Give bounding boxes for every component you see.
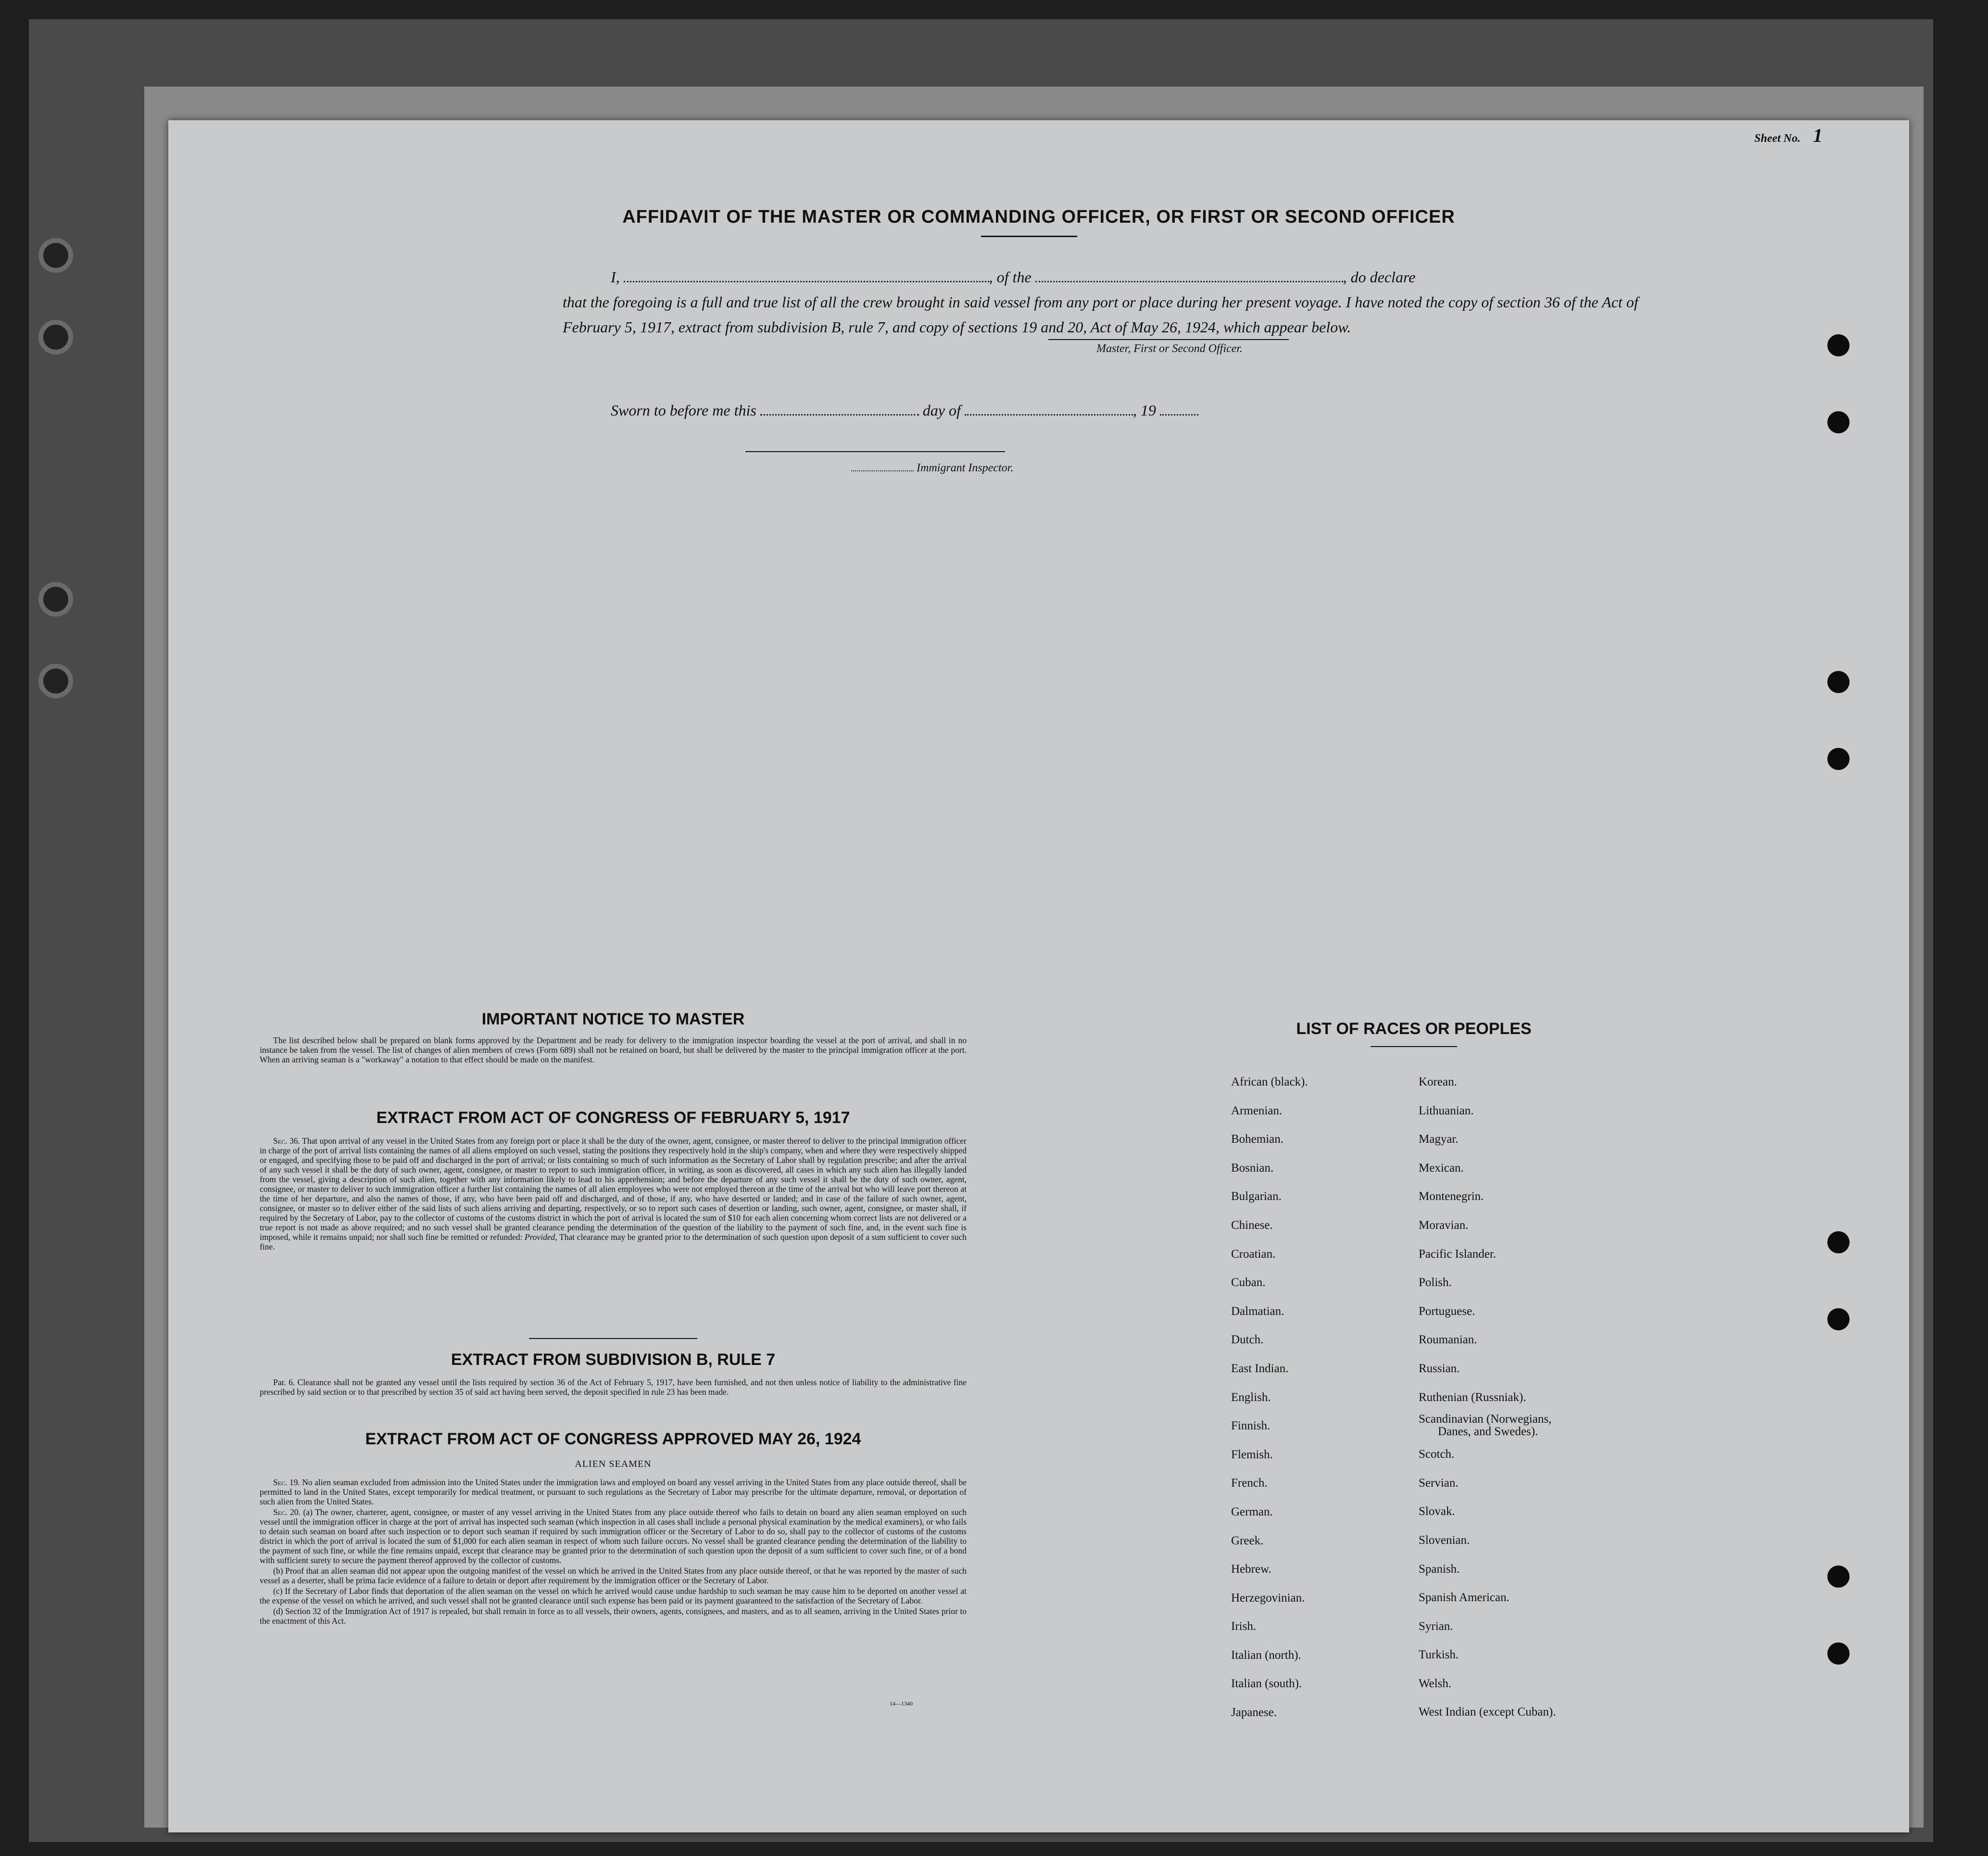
section-36 (260, 1136, 967, 1251)
race-item-line: Scandinavian (Norwegians, (1419, 1413, 1552, 1426)
races-divider (1371, 1046, 1457, 1047)
race-item-scandinavian (1419, 1412, 1556, 1440)
race-item: Irish. (1231, 1620, 1257, 1633)
master-name-field[interactable] (624, 269, 989, 282)
extract-1917-title: EXTRACT FROM ACT OF CONGRESS OF FEBRUARY 5, 1917 (376, 1109, 850, 1127)
race-item: Herzegovinian. (1231, 1591, 1305, 1604)
race-item: Pacific Islander. (1419, 1247, 1497, 1261)
race-item: Turkish. (1419, 1648, 1459, 1662)
race-item: Chinese. (1231, 1218, 1273, 1232)
race-item: Mexican. (1419, 1161, 1464, 1174)
race-item: Armenian. (1231, 1104, 1283, 1117)
affidavit-do-declare: , do declare (1343, 268, 1416, 286)
sheet-number: 1 (1813, 125, 1823, 146)
section-36-text: That upon arrival of any vessel in the United States from any foreign port or place it shall be the duty of the owner, agent, consignee, or master thereof to deliver to the principal immigration officer in charge of the port of arrival lists containing the names of all aliens employed on such vessel, stating the positions they respectively hold in the ship's company, when and where they were respectively shipped or engaged, and specifying those to be paid off and discharged in the port of arrival; or lists containing so much of such information as the Secretary of Labor shall by regulation prescribe; and after the arrival of any such vessel it shall be the duty of such owner, agent, consignee, or master to report to such immigration officer, in writing, as soon as discovered, all cases in which any such alien has illegally landed from the vessel, giving a description of such alien, together with any information likely to lead to his apprehension; and before the departure of any such vessel it shall be the duty of such owner, agent, consignee, or master to deliver to such immigration officer a further list containing the names of all alien employees who were not employed thereon at the time of the arrival but who will leave port thereon at the time of her departure, and also the names of those, if any, who have been paid off and discharged, and of those, if any, who have deserted or landed; and in case of the failure of such owner, agent, consignee, or master so to deliver either of the said lists of such aliens arriving and departing, respectively, or so to report such cases of desertion or landing, such owner, agent, consignee, or master shall, if required by the Secretary of Labor, pay to the collector of customs of the customs district in which the port of arrival is located the sum of $10 for each alien concerning whom correct lists are not delivered or a true report is not made as above required; and no such vessel shall be granted clearance pending the determination of the question of the liability to the payment of such fine, and, in the event such fine is imposed, while it remains unpaid; nor shall such fine be remitted or refunded: (260, 1136, 967, 1242)
race-item: Scotch. (1419, 1448, 1455, 1461)
alien-seamen-subtitle: ALIEN SEAMEN (575, 1459, 652, 1469)
section-20-label: Sec. 20. (273, 1507, 301, 1517)
race-item: Bosnian. (1231, 1161, 1274, 1174)
binder-hole-icon (38, 238, 73, 273)
race-item: Moravian. (1419, 1218, 1469, 1232)
race-item: Greek. (1231, 1534, 1264, 1547)
sheet-number-label (1754, 124, 1823, 147)
section-20a (260, 1507, 967, 1565)
race-item: Cuban. (1231, 1276, 1266, 1289)
section-20b-text: (b) Proof that an alien seaman did not appear upon the outgoing manifest of the vessel on which he arrived in the United States from any place outside thereof, or that he was reported by the master of such vessel as a deserter, shall be prima facie evidence of a failure to detain or deport after requirement by the immigration officer or the Secretary of Labor. (260, 1566, 967, 1585)
binder-hole-icon (38, 582, 73, 617)
extract-1924-body (260, 1477, 967, 1627)
extract-1917-body (260, 1136, 967, 1252)
sheet-label: Sheet No. (1754, 132, 1800, 145)
race-item: West Indian (except Cuban). (1419, 1705, 1556, 1719)
section-19-label: Sec. 19. (273, 1477, 300, 1487)
binder-hole-icon (38, 664, 73, 698)
punch-hole-icon (1827, 411, 1850, 433)
inspector-label-text: Immigrant Inspector. (917, 462, 1014, 474)
affidavit-first-line (563, 265, 1683, 290)
section-20a-text: (a) The owner, charterer, agent, consignee, or master of any vessel arriving in the United States from any place outside thereof who fails to detain on board any alien seaman employed on such vessel until the immigration officer in charge at the port of arrival has inspected such seaman (which inspection in all cases shall include a personal physical examination by the medical examiners), or who fails to detain such seaman on board after such inspection or to deport such seaman if required by such immigration officer or the Secretary of Labor to do so, shall pay to the collector of customs of the customs district in which the port of arrival is located the sum of $1,000 for each alien seaman in respect of whom such failure occurs. No vessel shall be granted clearance pending the determination of the liability to the payment of such fine, or while the fine remains unpaid, except that clearance may be granted prior to the determination of such question upon the deposit of a sum sufficient to cover such fine, or of a bond with sufficient surety to secure the payment thereof approved by the collector of customs. (260, 1507, 967, 1565)
notice-title: IMPORTANT NOTICE TO MASTER (481, 1010, 745, 1028)
race-item: Bulgarian. (1231, 1190, 1282, 1203)
vessel-name-field[interactable] (1035, 269, 1343, 282)
race-item: Dalmatian. (1231, 1304, 1284, 1318)
punch-hole-icon (1827, 334, 1850, 356)
sworn-day-label: day of (922, 402, 961, 419)
binder-hole-icon (38, 320, 73, 354)
race-item: Bohemian. (1231, 1133, 1284, 1146)
race-item: Magyar. (1419, 1133, 1459, 1146)
race-item: Finnish. (1231, 1419, 1271, 1433)
section-19 (260, 1477, 967, 1506)
race-item: Polish. (1419, 1276, 1452, 1289)
affidavit-of-the: , of the (989, 268, 1032, 286)
notice-text: The list described below shall be prepared on blank forms approved by the Department and be ready for delivery to the immigration inspector boarding the vessel at the port of arrival, and shall in no instance be taken from the vessel. The list of changes of alien members of crews (Form 689) shall not be retained on board, but shall be delivered by the master to the principal immigration officer at the port. When an arriving seaman is a "workaway" a notation to that effect should be made on the manifest. (260, 1035, 967, 1064)
sworn-year-label: , 19 (1132, 402, 1156, 419)
race-item: Lithuanian. (1419, 1104, 1474, 1117)
race-item: Japanese. (1231, 1706, 1277, 1719)
race-item: Servian. (1419, 1476, 1459, 1490)
sworn-year-field[interactable] (1160, 403, 1198, 416)
race-item: Korean. (1419, 1075, 1457, 1088)
inspector-signature-line[interactable] (745, 451, 1005, 452)
race-item: Dutch. (1231, 1333, 1264, 1347)
provided-text: That clearance may be granted prior to the determination of such question upon deposit of a sum sufficient to cover such fine. (260, 1232, 967, 1251)
inspector-label (851, 462, 1013, 475)
sworn-day-field[interactable] (760, 403, 919, 416)
race-item: Roumanian. (1419, 1333, 1477, 1347)
sworn-prefix: Sworn to before me this (611, 402, 756, 419)
punch-hole-icon (1827, 671, 1850, 693)
master-signature-label: Master, First or Second Officer. (1096, 342, 1243, 355)
master-signature-line[interactable] (1048, 339, 1289, 340)
race-item: French. (1231, 1477, 1268, 1490)
affidavit-body (563, 265, 1683, 340)
race-item: Slovenian. (1419, 1533, 1470, 1547)
extract-1924-title: EXTRACT FROM ACT OF CONGRESS APPROVED MAY 26, 1924 (365, 1430, 861, 1448)
section-20c-text: (c) If the Secretary of Labor finds that deportation of the alien seaman on the vessel on which he arrived would cause undue hardship to such seaman he may cause him to be deported on another vessel at the expense of the vessel on which he arrived, and such vessel shall not be granted clearance until such expense has been paid or its payment guaranteed to the satisfaction of the Secretary of Labor. (260, 1586, 967, 1605)
race-item: German. (1231, 1505, 1273, 1518)
rule7-body (260, 1377, 967, 1398)
provided-label: Provided, (524, 1232, 557, 1242)
race-item: Italian (north). (1231, 1648, 1301, 1662)
rule7-title: EXTRACT FROM SUBDIVISION B, RULE 7 (451, 1351, 776, 1369)
race-item: Montenegrin. (1419, 1190, 1484, 1203)
race-item: East Indian. (1231, 1362, 1289, 1375)
divider (529, 1338, 697, 1339)
race-item: Italian (south). (1231, 1677, 1302, 1691)
rule7-text: Par. 6. Clearance shall not be granted any vessel until the lists required by section 36 of the Act of February 5, 1917, have been furnished, and not then unless notice of liability to the administrative fine prescribed by said section or to that prescribed by section 35 of said act having been served, the deposit specified in rule 23 has been made. (260, 1377, 967, 1397)
section-19-text: No alien seaman excluded from admission into the United States under the immigration laws and employed on board any vessel arriving in the United States from any place outside thereof, shall be permitted to land in the United States, except temporarily for medical treatment, or pursuant to such regulations as the Secretary of Labor may prescribe for the ultimate departure, removal, or deportation of such alien from the United States. (260, 1477, 967, 1506)
punch-hole-icon (1827, 748, 1850, 770)
punch-hole-icon (1827, 1231, 1850, 1253)
form-number: 14—1340 (890, 1700, 913, 1707)
race-item: African (black). (1231, 1075, 1308, 1088)
sworn-line (611, 402, 1198, 419)
section-20d-text: (d) Section 32 of the Immigration Act of 1917 is repealed, but shall remain in force as to all vessels, their owners, agents, consignees, and masters, and as to all seamen, arriving in the United States prior to the enactment of this Act. (260, 1606, 967, 1626)
punch-hole-icon (1827, 1642, 1850, 1665)
race-item: Croatian. (1231, 1247, 1276, 1261)
punch-hole-icon (1827, 1308, 1850, 1330)
race-item: Russian. (1419, 1362, 1460, 1375)
sworn-month-field[interactable] (965, 403, 1133, 416)
race-item: Slovak. (1419, 1505, 1455, 1518)
race-item: English. (1231, 1390, 1271, 1404)
notice-body (260, 1035, 967, 1065)
race-item: Welsh. (1419, 1677, 1452, 1690)
affidavit-declaration-text: that the foregoing is a full and true list of all the crew brought in said vessel from any port or place during her present voyage. I have noted the copy of section 36 of the Act of February 5, 1917, extract from subdivision B, rule 7, and copy of sections 19 and 20, Act of May 26, 1924, which appear below. (563, 293, 1638, 336)
race-item: Ruthenian (Russniak). (1419, 1390, 1526, 1404)
race-item: Syrian. (1419, 1619, 1453, 1633)
race-item-line: Danes, and Swedes). (1438, 1425, 1538, 1439)
race-item: Flemish. (1231, 1448, 1273, 1461)
races-title: LIST OF RACES OR PEOPLES (1296, 1020, 1532, 1038)
title-divider (981, 236, 1077, 237)
race-item: Hebrew. (1231, 1563, 1271, 1576)
race-item: Portuguese. (1419, 1304, 1475, 1318)
section-36-label: Sec. 36. (273, 1136, 300, 1146)
affidavit-i: I, (611, 268, 620, 286)
race-item: Spanish. (1419, 1562, 1460, 1576)
affidavit-title: AFFIDAVIT OF THE MASTER OR COMMANDING OFFICER, OR FIRST OR SECOND OFFICER (622, 207, 1455, 227)
races-left-column (1231, 1068, 1308, 1727)
affidavit-page (168, 120, 1909, 1832)
punch-hole-icon (1827, 1566, 1850, 1588)
races-right-column (1419, 1068, 1556, 1727)
race-item: Spanish American. (1419, 1591, 1510, 1604)
